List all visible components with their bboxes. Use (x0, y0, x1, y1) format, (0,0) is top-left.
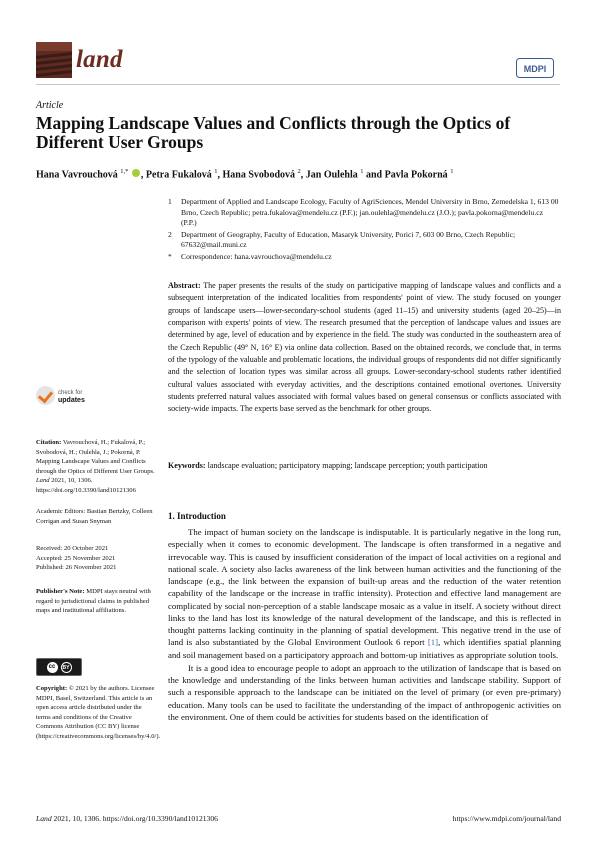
mdpi-logo-icon (516, 58, 554, 78)
abstract-text: The paper presents the results of the study on participative mapping of landscape values and conflicts and a subsequent interpretation of the indicated localities from respondents' point of view. The study focused on younger groups of landscape users—lower-secondary-school students (aged 11–15) and university students (aged 20–25)—in comparison with experts' points of view. The research presumed that the perception of landscape values and issues are determined by age, level of education and by experience in the field. The study was conducted in the southeastern area of the Czech Republic (49° N, 16° E) via online data collection. Based on the obtained records, we conclude that, in terms of the typology of the valuable and problematic locations, the individual groups of respondents did not differ significantly and the selection of location types was similar across all groups. Lower-secondary-school students rather identified cultural values associated with everyday activities, and the descriptions contained emotional overtones. University students preferred natural values associated with formal values based on general consensus or conflicts associated with society-wide impacts. The experts base served as the benchmark for other groups. (168, 281, 561, 414)
page-footer (36, 814, 561, 823)
citation-doi-link[interactable]: 2021, 10, 1306. https://doi.org/10.3390/land10121306 (36, 477, 136, 494)
affiliation-item (168, 252, 560, 263)
affiliation-mark: 2 (168, 229, 172, 239)
paragraph-text: The impact of human society on the landscape is indisputable. It is particularly negative in the long run, especially when it comes to economic development. The landscape is often transformed in a negative and irrevocable way. This is caused by insufficient consideration of the impact of local activities on a regional and national scale. A society also lacks awareness of the link between human activities and the functioning of the landscape (e.g., the link between the expansion of built-up areas and the reduction of the water retention capability of the landscape or the increase in traffic intensity). Protection and effective land management are complicated by social non-perception of a stable landscape mosaic as a value in itself. A society without direct links to the land has lost its knowledge of the natural development of the landscape, and this is reflected in thought patterns lacking continuity in the planning of spatial development. This negative trend in the use of land is also substantiated by the Global Environment Outlook 6 report (168, 527, 561, 648)
citation-text: Vavrouchová, H.; Fukalová, P.; Svobodová, H.; Oulehla, J.; Pokorná, P. Mapping Landscape Values and Conflicts through the Optics of Different User Groups. (36, 439, 155, 475)
dates-block (36, 544, 156, 573)
journal-name: land (76, 46, 123, 73)
author-conjunction: and (366, 169, 383, 181)
publisher-note-text: MDPI stays neutral with regard to jurisdictional claims in published maps and institutional affiliations. (36, 588, 151, 615)
affiliations (168, 197, 560, 264)
author-affiliation-mark: 1 (450, 168, 454, 175)
abstract (168, 280, 561, 416)
abstract-label: Abstract: (168, 281, 201, 290)
check-for-updates-button[interactable] (36, 386, 96, 408)
affiliation-item (168, 197, 560, 229)
author-name[interactable]: Jan Oulehla (305, 169, 358, 181)
published-date: Published: 26 November 2021 (36, 564, 117, 572)
keywords-text: landscape evaluation; participatory mapping; landscape perception; youth participation (207, 461, 488, 470)
paper-title: Mapping Landscape Values and Conflicts through the Optics of Different User Groups (36, 113, 511, 152)
cc-by-license-icon[interactable] (36, 658, 82, 676)
citation-journal: Land (36, 477, 50, 485)
affiliation-mark: * (168, 251, 172, 261)
affiliation-mark: 1 (168, 197, 172, 206)
paragraph (168, 526, 561, 661)
footer-journal-url[interactable]: https://www.mdpi.com/journal/land (452, 814, 561, 823)
academic-editors: Academic Editors: Bastian Bertzky, Colleen Corrigan and Susan Snyman (36, 508, 153, 525)
citation-label: Citation: (36, 439, 62, 446)
publisher-note-label: Publisher's Note: (36, 588, 85, 595)
copyright-label: Copyright: (36, 685, 68, 692)
article-type: Article (36, 100, 64, 111)
cc-icon: cc (47, 662, 58, 673)
check-updates-icon (36, 386, 55, 405)
author-affiliation-mark: 1 (360, 168, 364, 175)
copyright-text: © 2021 by the authors. Licensee MDPI, Basel, Switzerland. This article is an open access article distributed under the terms and conditions of the Creative Commons Attribution (CC BY) license (https://creativecommons.org/licenses/by/4.0/). (36, 685, 161, 740)
reference-link[interactable]: [1] (427, 637, 439, 648)
header-rule (36, 84, 560, 85)
correspondence-text: Correspondence: hana.vavrouchova@mendelu.cz (181, 251, 332, 261)
accepted-date: Accepted: 25 November 2021 (36, 554, 116, 562)
copyright-block (36, 684, 161, 741)
journal-logo-icon (36, 42, 72, 78)
body-text (168, 526, 561, 723)
citation-block (36, 438, 156, 495)
author-name[interactable]: Pavla Pokorná (384, 169, 448, 181)
footer-journal: Land (36, 814, 52, 823)
footer-citation[interactable]: 2021, 10, 1306. https://doi.org/10.3390/land10121306 (53, 814, 218, 823)
author-list: Hana Vavrouchová $^{1,*}$ , Petra Fukalová $^1$, Hana Svobodová $^2$, Jan Oulehla $^1$ and Pavla Pokorná $^1$ (36, 168, 454, 181)
by-icon: BY (61, 662, 72, 673)
affiliation-text: Department of Applied and Landscape Ecology, Faculty of AgriSciences, Mendel University in Brno, Zemedelska 1, 613 00 Brno, Czech Republic; petra.fukalova@mendelu.cz (P.F.); jan.oulehla@mendelu.cz (J.O.); pavla.pokorna@mendelu.cz (P.P.) (181, 197, 559, 228)
affiliation-text: Department of Geography, Faculty of Education, Masaryk University, Porici 7, 603 00 Brno, Czech Republic; 67632@mail.muni.cz (181, 229, 516, 250)
author-affiliation-mark: 2 (297, 168, 301, 175)
check-line2: updates (58, 397, 85, 404)
paragraph-text: , which identifies spatial planning and soil management based on a participatory approach and bottom-up initiatives as appropriate solution tools. (168, 637, 561, 660)
paragraph: It is a good idea to encourage people to adopt an approach to the utilization of landscape that is based on the knowledge and understanding of the links between human activities and landscape stability. Support of such a responsible approach to the landscape can be initiated on the level of primary (or even pre-primary) education. Many tools can be used to facilitate the understanding of the impact of anthropogenic activities on the environment. One of them could be activities for students based on the identification of (168, 662, 561, 722)
author-name[interactable]: Hana Vavrouchová (36, 169, 118, 181)
received-date: Received: 20 October 2021 (36, 545, 109, 552)
mdpi-logo-text: MDPI (523, 64, 547, 74)
check-line1: check for (58, 390, 83, 396)
author-affiliation-mark: 1,* (120, 168, 129, 175)
affiliation-item (168, 230, 560, 251)
keywords-label: Keywords: (168, 461, 206, 470)
keywords (168, 460, 561, 472)
orcid-icon[interactable] (132, 169, 140, 177)
author-name[interactable]: Hana Svobodová (222, 169, 296, 181)
author-name[interactable]: Petra Fukalová (145, 169, 212, 181)
publisher-note (36, 587, 156, 616)
section-heading: 1. Introduction (168, 511, 226, 521)
author-affiliation-mark: 1 (214, 168, 218, 175)
